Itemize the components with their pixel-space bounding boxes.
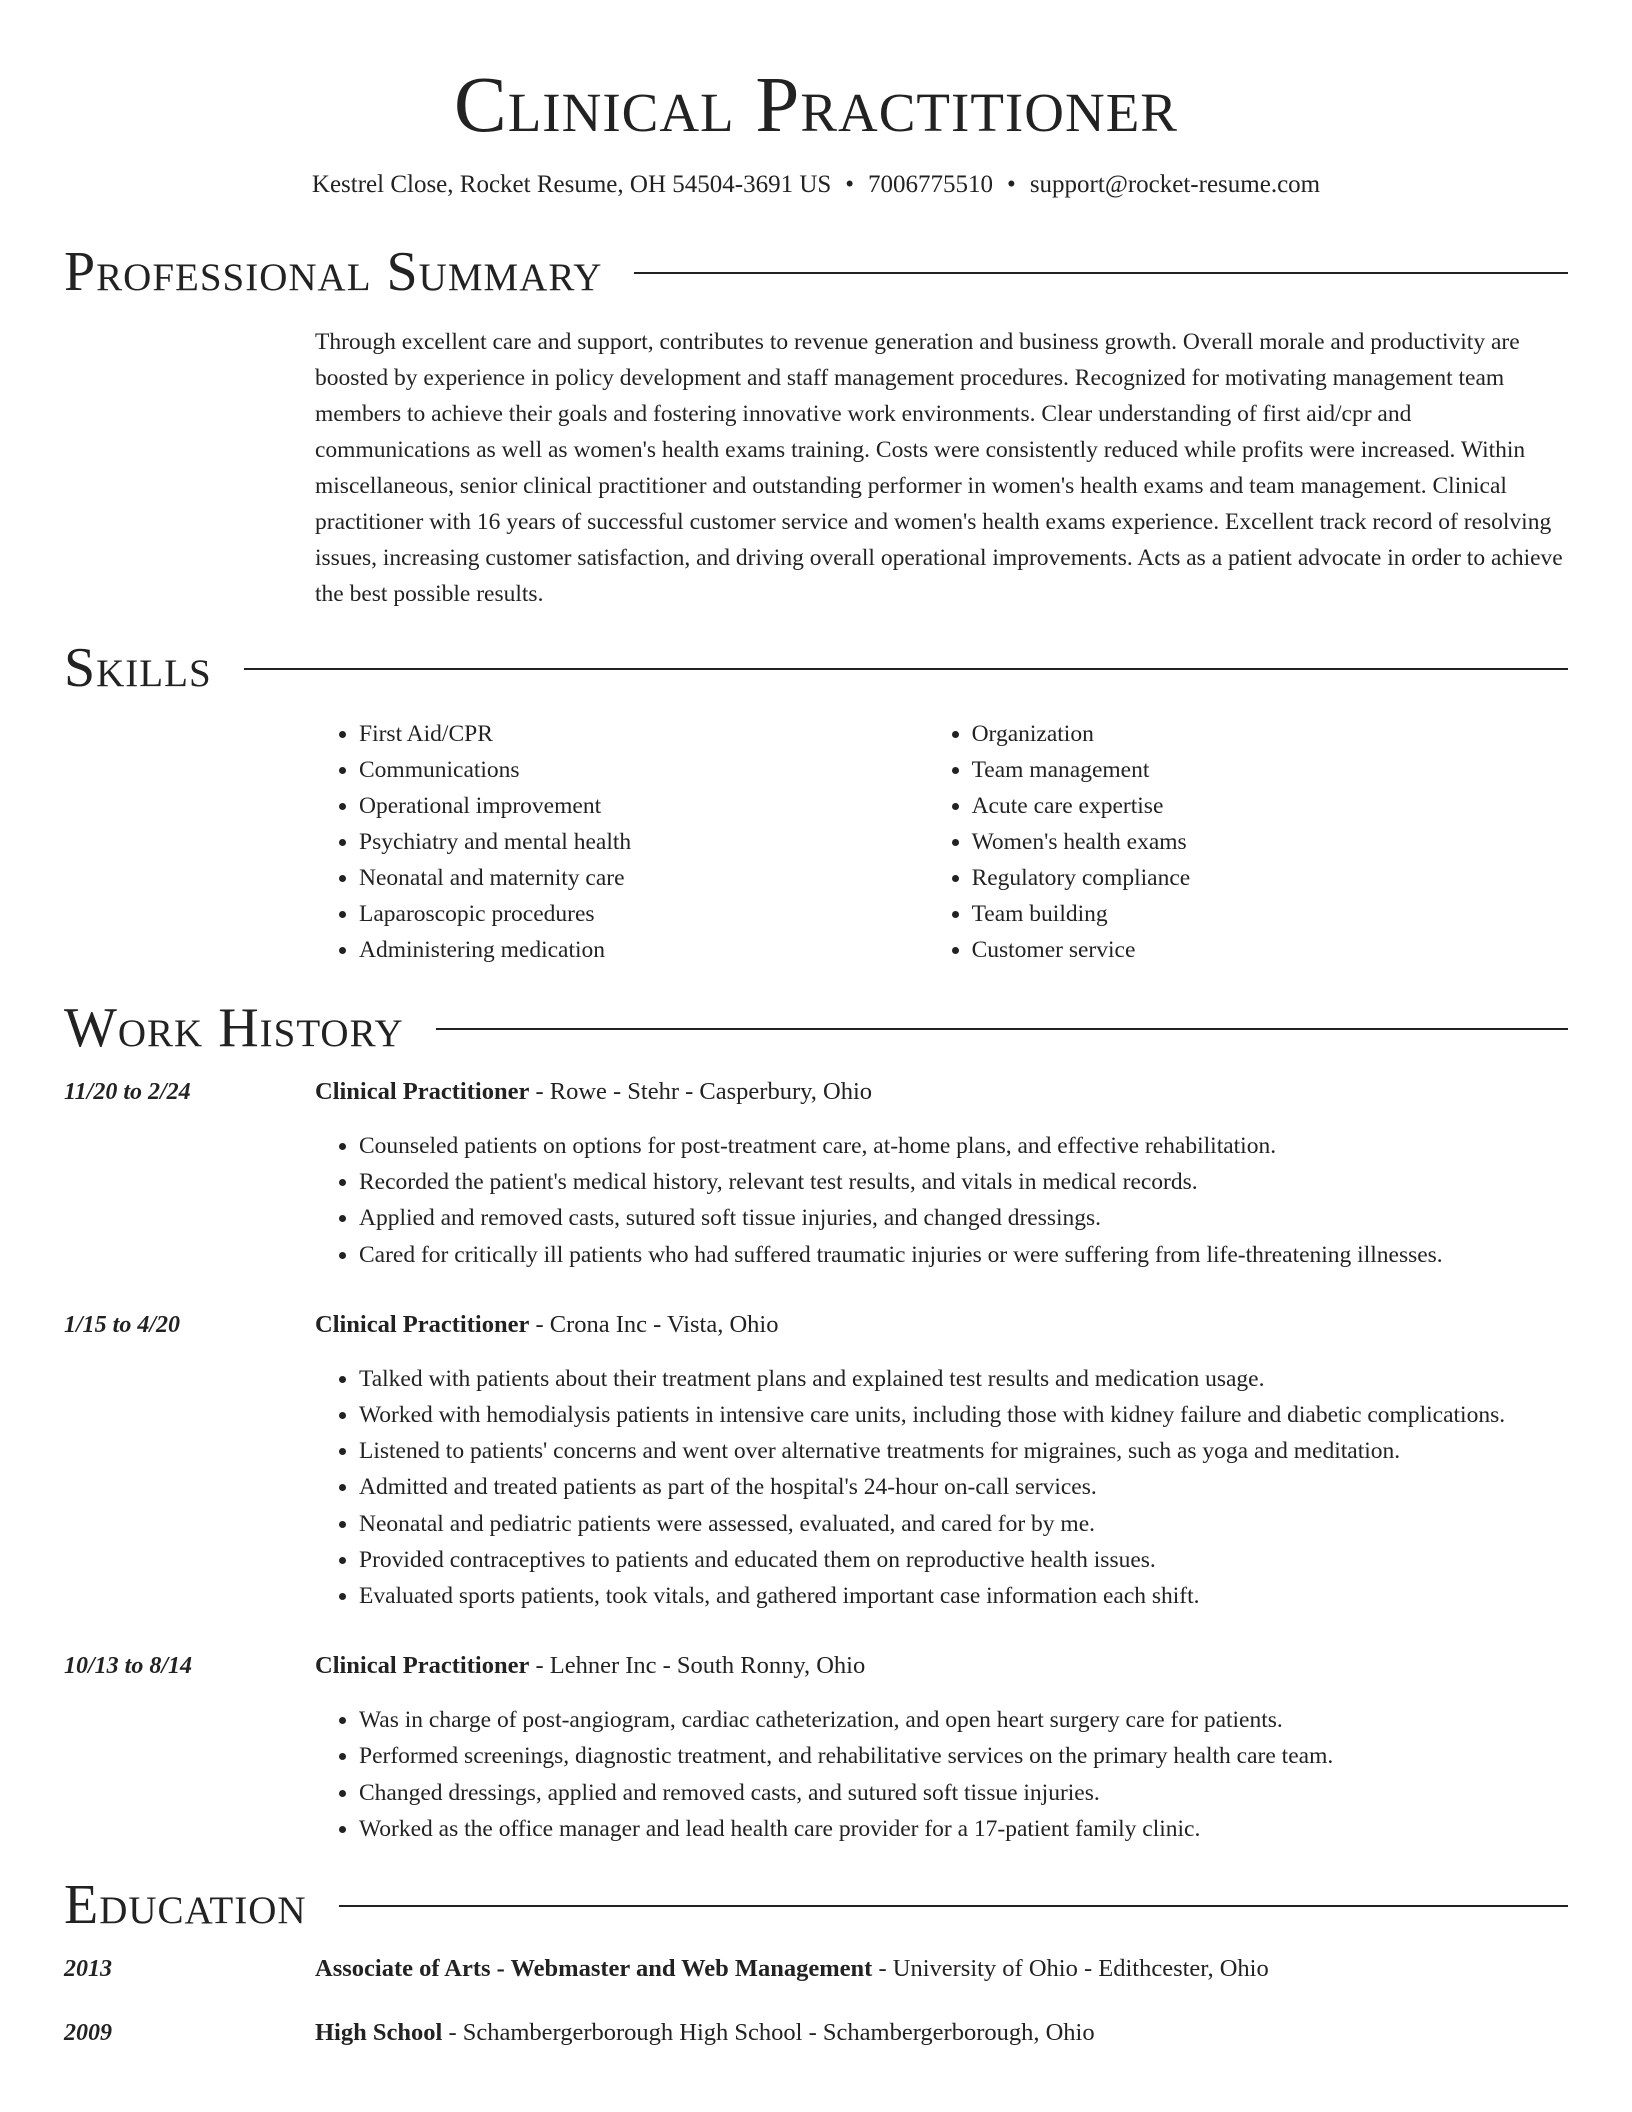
work-title-line	[315, 1307, 1568, 1343]
job-company: - Rowe - Stehr - Casperbury, Ohio	[529, 1078, 873, 1105]
education-entry	[64, 2015, 1568, 2051]
contact-address: Kestrel Close, Rocket Resume, OH 54504-3691 US	[311, 171, 832, 198]
work-title-line	[315, 1074, 1568, 1110]
work-bullets	[315, 1128, 1568, 1273]
education-year: 2013	[64, 1956, 112, 1983]
contact-separator: •	[845, 171, 855, 198]
job-company: - Crona Inc - Vista, Ohio	[529, 1310, 779, 1338]
section-header-skills	[64, 636, 1568, 700]
education-title-line	[315, 2015, 1568, 2051]
work-dates: 1/15 to 4/20	[64, 1311, 181, 1338]
education-degree: High School	[315, 2019, 443, 2047]
skill-item: • Acute care expertise	[972, 788, 1568, 824]
education-year: 2009	[64, 2020, 112, 2047]
education-degree: Associate of Arts - Webmaster and Web Management	[315, 1955, 873, 1983]
section-divider	[436, 1028, 1568, 1030]
skills-column-right	[928, 716, 1568, 968]
work-bullet: • Provided contraceptives to patients and educated them on reproductive health issues.	[359, 1542, 1568, 1578]
work-bullet: • Changed dressings, applied and removed casts, and sutured soft tissue injuries.	[359, 1775, 1568, 1811]
work-bullet: • Worked with hemodialysis patients in intensive care units, including those with kidney failure and diabetic complications.	[359, 1397, 1568, 1433]
skills-list	[315, 716, 1568, 968]
work-entry	[64, 1074, 1568, 1273]
education-entry	[64, 1951, 1568, 1987]
job-title: Clinical Practitioner	[315, 1310, 530, 1338]
work-bullet: • Listened to patients' concerns and went over alternative treatments for migraines, such as yoga and meditation.	[359, 1433, 1568, 1469]
work-bullets	[315, 1361, 1568, 1614]
education-school: - Schambergerborough High School - Schambergerborough, Ohio	[442, 2019, 1095, 2047]
skill-item: • Neonatal and maternity care	[359, 860, 928, 896]
section-header-summary	[64, 240, 1568, 304]
work-title-line	[315, 1648, 1568, 1684]
work-bullet: • Talked with patients about their treatment plans and explained test results and medication usage.	[359, 1361, 1568, 1397]
resume-name: Clinical Practitioner	[454, 62, 1178, 149]
skill-item: • Psychiatry and mental health	[359, 824, 928, 860]
skills-column-left	[315, 716, 928, 968]
skill-item: • First Aid/CPR	[359, 716, 928, 752]
skill-item: • Communications	[359, 752, 928, 788]
work-dates: 10/13 to 8/14	[64, 1653, 193, 1680]
education-school: - University of Ohio - Edithcester, Ohio	[872, 1955, 1269, 1983]
job-title: Clinical Practitioner	[315, 1652, 530, 1680]
work-bullet: • Evaluated sports patients, took vitals, and gathered important case information each shift.	[359, 1578, 1568, 1614]
work-bullet: • Applied and removed casts, sutured soft tissue injuries, and changed dressings.	[359, 1200, 1568, 1236]
skill-item: • Organization	[972, 716, 1568, 752]
skill-item: • Administering medication	[359, 932, 928, 968]
job-title: Clinical Practitioner	[315, 1078, 530, 1105]
skill-item: • Operational improvement	[359, 788, 928, 824]
contact-phone: 7006775510	[868, 171, 994, 198]
section-title-work: Work History	[64, 997, 404, 1059]
work-bullet: • Neonatal and pediatric patients were assessed, evaluated, and cared for by me.	[359, 1506, 1568, 1542]
work-bullet: • Counseled patients on options for post-treatment care, at-home plans, and effective rehabilitation.	[359, 1128, 1568, 1164]
work-bullet: • Recorded the patient's medical history, relevant test results, and vitals in medical records.	[359, 1164, 1568, 1200]
resume-page	[64, 0, 1568, 2051]
section-header-work	[64, 996, 1568, 1060]
work-dates: 11/20 to 2/24	[64, 1079, 191, 1105]
skill-item: • Customer service	[972, 932, 1568, 968]
skill-item: • Team building	[972, 896, 1568, 932]
skill-item: • Laparoscopic procedures	[359, 896, 928, 932]
education-title-line	[315, 1951, 1568, 1987]
section-header-education	[64, 1873, 1568, 1937]
contact-email: support@rocket-resume.com	[1029, 171, 1321, 198]
skill-item: • Women's health exams	[972, 824, 1568, 860]
work-bullet: • Admitted and treated patients as part of the hospital's 24-hour on-call services.	[359, 1469, 1568, 1505]
contact-line	[64, 168, 1568, 202]
section-divider	[244, 668, 1568, 670]
work-bullet: • Performed screenings, diagnostic treatment, and rehabilitative services on the primary health care team.	[359, 1738, 1568, 1774]
contact-separator: •	[1007, 171, 1016, 198]
work-bullet: • Cared for critically ill patients who had suffered traumatic injuries or were suffering from life-threatening illnesses.	[359, 1237, 1568, 1273]
work-entry	[64, 1648, 1568, 1847]
work-bullets	[315, 1702, 1568, 1847]
job-company: - Lehner Inc - South Ronny, Ohio	[529, 1652, 866, 1680]
section-divider	[634, 272, 1568, 274]
work-bullet: • Was in charge of post-angiogram, cardiac catheterization, and open heart surgery care for patients.	[359, 1702, 1568, 1738]
section-title-education: Education	[64, 1874, 307, 1937]
section-title-summary: Professional Summary	[64, 241, 603, 303]
summary-text: Through excellent care and support, contributes to revenue generation and business growth. Overall morale and productivity are boosted by experience in policy development and staff management procedures. Recognized for motivating management team members to achieve their goals and fostering innovative work environments. Clear understanding of first aid/cpr and communications as well as women's health exams training. Costs were consistently reduced while profits were increased. Within miscellaneous, senior clinical practitioner and outstanding performer in women's health exams and team management. Clinical practitioner with 16 years of successful customer service and women's health exams experience. Excellent track record of resolving issues, increasing customer satisfaction, and driving overall operational improvements. Acts as a patient advocate in order to achieve the best possible results.	[315, 329, 1563, 607]
section-title-skills: Skills	[64, 637, 212, 699]
work-bullet: • Worked as the office manager and lead health care provider for a 17-patient family clinic.	[359, 1811, 1568, 1847]
section-divider	[339, 1905, 1568, 1907]
skill-item: • Regulatory compliance	[972, 860, 1568, 896]
work-entry	[64, 1307, 1568, 1614]
skill-item: • Team management	[972, 752, 1568, 788]
